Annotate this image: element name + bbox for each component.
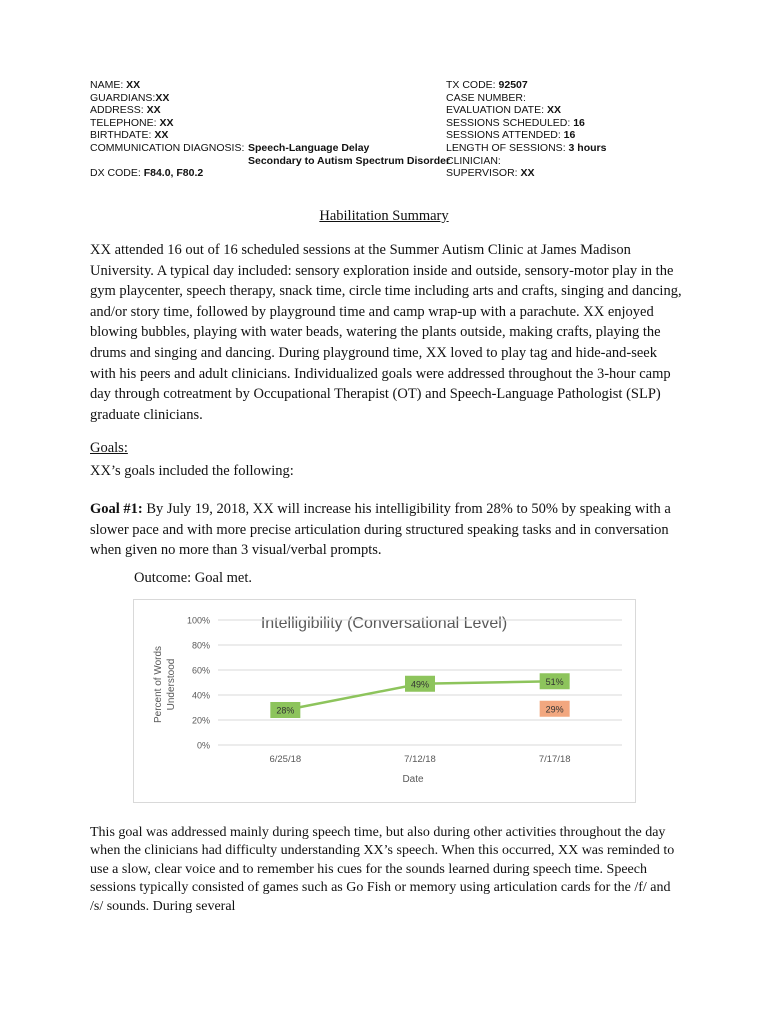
goal-1 <box>90 499 682 561</box>
y-tick-label: 60% <box>191 665 210 676</box>
header-field <box>446 117 606 130</box>
chart-svg <box>134 600 635 802</box>
field-label: EVALUATION DATE: <box>446 104 547 117</box>
y-tick-label: 40% <box>191 690 210 701</box>
field-label: ADDRESS: <box>90 104 147 117</box>
field-label: BIRTHDATE: <box>90 129 155 142</box>
goal-1-outcome: Outcome: Goal met. <box>134 570 252 586</box>
extra-data-label: 29% <box>545 704 564 715</box>
document-title: Habilitation Summary <box>319 208 449 224</box>
header-field <box>446 79 606 92</box>
dx-code <box>90 167 450 180</box>
field-label: CLINICIAN: <box>446 154 501 167</box>
field-label: NAME: <box>90 79 127 91</box>
goal-1-text: By July 19, 2018, XX will increase his intelligibility from 28% to 50% by speaking with a slower pace and with more precise articulation during structured speaking tasks and in conversation when given no more than 3 visual/verbal prompts. <box>90 501 671 559</box>
field-value: 16 <box>563 129 576 142</box>
field-label: SESSIONS ATTENDED: <box>446 129 564 142</box>
data-label: 49% <box>410 679 430 690</box>
header-right <box>446 79 606 180</box>
header-field <box>446 129 606 142</box>
y-tick-label: 100% <box>186 615 210 626</box>
y-axis-title-line-2: Understood <box>166 658 177 711</box>
header-field <box>446 155 606 168</box>
header-field <box>446 142 606 155</box>
field-label: GUARDIANS: <box>90 91 156 104</box>
header-field <box>90 117 450 130</box>
field-value: 92507 <box>498 79 528 91</box>
header-field <box>90 104 450 117</box>
field-value: XX <box>146 104 161 117</box>
y-tick-label: 0% <box>196 740 210 751</box>
field-label: LENGTH OF SESSIONS: <box>446 141 569 154</box>
field-value: XX <box>155 91 170 104</box>
x-tick-label: 7/17/18 <box>538 754 571 765</box>
intro-paragraph: XX attended 16 out of 16 scheduled sessions at the Summer Autism Clinic at James Madison University. A typical day included: sensory exploration inside and outside, sensory-motor play in the gym playcenter, speech therapy, snack time, circle time including arts and crafts, singing and dancing, and/or story time, followed by playground time and camp wrap-up with a parachute. XX enjoyed blowing bubbles, playing with water beads, watering the plants outside, making crafts, playing the drums and singing and dancing. During playground time, XX loved to play tag and hide-and-seek with his peers and adult clinicians. Individualized goals were addressed throughout the 3-hour camp day through cotreatment by Occupational Therapist (OT) and Speech-Language Pathologist (SLP) graduate clinicians. <box>90 242 682 423</box>
field-label: SUPERVISOR: <box>446 167 521 180</box>
field-label: DX CODE: <box>90 167 144 180</box>
header-field <box>90 92 450 105</box>
header-field <box>446 104 606 117</box>
x-tick-label: 6/25/18 <box>269 754 302 765</box>
field-value: 16 <box>573 116 585 129</box>
diagnosis-label: COMMUNICATION DIAGNOSIS: <box>90 141 245 154</box>
header-field <box>90 79 450 92</box>
header-field <box>446 92 606 105</box>
y-axis-title-line-1: Percent of Words <box>153 645 164 724</box>
chart-title: Intelligibility (Conversational Level) <box>260 615 508 632</box>
header-left <box>90 79 450 180</box>
field-value: F84.0, F80.2 <box>143 167 204 180</box>
field-value: XX <box>126 79 141 91</box>
field-label: TELEPHONE: <box>90 116 160 129</box>
header-field <box>90 129 450 142</box>
diagnosis-continued: Secondary to Autism Spectrum Disorder <box>248 154 451 167</box>
goal-1-discussion: This goal was addressed mainly during speech time, but also during other activities throughout the day when the clinicians had difficulty understanding XX’s speech. When this occurred, XX was reminded to use a slow, clear voice and to remember his cues for the sounds learned during speech time. Speech sessions typically consisted of games such as Go Fish or memory using articulation cards for the /f/ and /s/ sounds. During several <box>90 825 675 914</box>
data-label: 28% <box>276 705 295 716</box>
data-label: 51% <box>545 676 564 687</box>
field-value: XX <box>520 167 535 180</box>
diagnosis-value: Speech-Language Delay <box>248 141 370 154</box>
goals-intro: XX’s goals included the following: <box>90 463 294 479</box>
y-tick-label: 80% <box>191 640 210 651</box>
field-value: 3 hours <box>568 141 607 154</box>
field-value: XX <box>159 116 174 129</box>
field-value: XX <box>546 104 561 117</box>
field-label: TX CODE: <box>446 79 499 91</box>
header-field <box>446 167 606 180</box>
field-value: XX <box>154 129 169 142</box>
intelligibility-chart <box>133 599 636 803</box>
goal-1-label: Goal #1: <box>90 501 143 517</box>
x-axis-title: Date <box>402 774 424 785</box>
field-label: CASE NUMBER: <box>446 91 526 104</box>
y-tick-label: 20% <box>191 715 210 726</box>
goals-heading: Goals: <box>90 440 128 456</box>
field-label: SESSIONS SCHEDULED: <box>446 116 574 129</box>
x-tick-label: 7/12/18 <box>404 754 436 765</box>
communication-diagnosis <box>90 142 450 155</box>
